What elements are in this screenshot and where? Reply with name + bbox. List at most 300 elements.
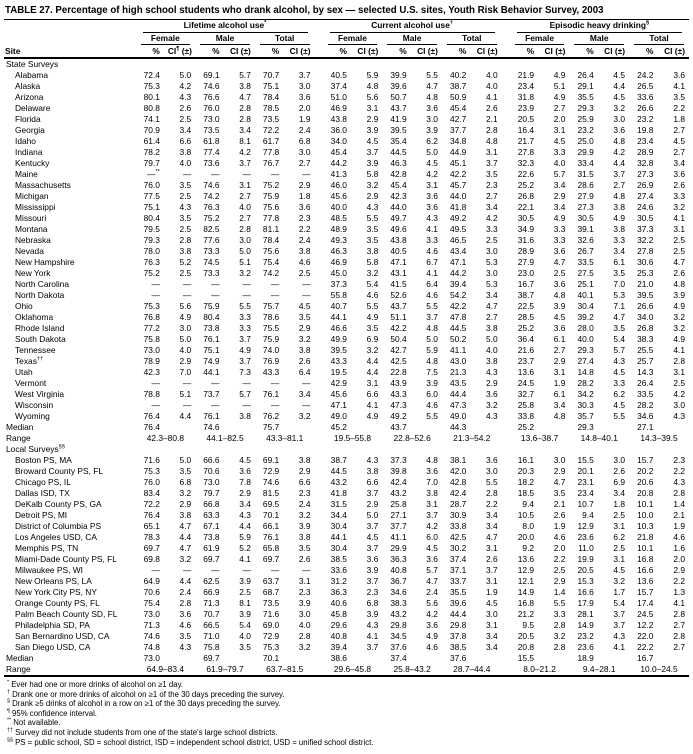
table-row [4,125,689,136]
value-cell: 37.3 [330,279,347,289]
value-cell: 55.8 [330,290,347,300]
value-cell: — [302,400,311,410]
value-cell: 37.6 [390,642,407,652]
empty-cell [602,422,629,433]
value-cell: 77.5 [143,191,160,201]
value-cell: 4.7 [426,81,438,91]
value-cell: 40.8 [330,631,347,641]
value-cell: 46.6 [330,323,347,333]
range-value: 9.4–28.1 [569,664,629,676]
table-row [4,301,689,312]
subgroup-label: Male [387,33,437,45]
value-cell: 28.9 [637,147,654,157]
value-cell: 2.2 [298,224,311,234]
value-cell: 27.8 [517,147,535,157]
value-cell: 3.4 [485,642,498,652]
value-cell: 4.2 [485,213,498,223]
table-row [4,202,689,213]
value-cell: 7.0 [426,477,438,487]
value-cell: 50.9 [450,92,467,102]
value-cell: — [211,400,220,410]
median-label: Median [6,653,34,663]
value-cell: 4.3 [179,92,192,102]
value-cell: 16.8 [637,554,654,564]
value-cell: 4.9 [426,631,438,641]
value-cell: 1.3 [673,587,685,597]
value-cell: 2.8 [179,235,192,245]
empty-cell [228,422,255,433]
value-cell: — [151,290,160,300]
value-cell: 44.1 [330,312,347,322]
value-cell: 4.2 [673,389,685,399]
range-value: 64.9–83.4 [136,664,196,676]
range-value: 22.8–52.6 [393,433,431,443]
value-cell: 3.0 [485,466,498,476]
value-cell: 4.7 [179,543,192,553]
value-cell: 2.9 [298,466,311,476]
spacer [315,631,323,642]
table-row [4,345,689,356]
site-cell: District of Columbia PS [15,521,102,531]
median-value: 27.1 [637,422,654,432]
value-cell: 3.1 [366,103,379,113]
value-cell: 32.7 [517,389,535,399]
spacer [315,356,323,367]
value-cell: 3.7 [426,312,438,322]
value-cell: 79.7 [143,158,160,168]
value-cell: 10.1 [637,543,654,553]
value-cell: 44.2 [450,268,467,278]
value-cell: 76.3 [203,202,220,212]
value-cell: 73.0 [203,477,220,487]
table-row [4,400,689,411]
value-cell: 3.1 [426,499,438,509]
value-cell: 5.9 [239,532,251,542]
value-cell: 66.1 [262,521,280,531]
value-cell: 74.6 [203,180,220,190]
table-row [4,180,689,191]
value-cell: 5.4 [613,598,626,608]
spacer [502,653,510,664]
value-cell: — [211,279,220,289]
table-row [4,543,689,554]
table-row [4,147,689,158]
value-cell: 3.9 [239,609,251,619]
value-cell: 73.0 [143,345,160,355]
spacer [315,389,323,400]
value-cell: 5.3 [485,279,498,289]
value-cell: 3.7 [366,147,379,157]
value-cell: 76.4 [143,411,160,421]
value-cell: 76.1 [262,389,280,399]
range-value: 14.8–40.1 [580,433,618,443]
spacer [502,587,510,598]
value-cell: 3.1 [426,180,438,190]
value-cell: 4.1 [485,92,498,102]
value-cell: 3.6 [553,279,566,289]
value-cell: 44.5 [450,323,467,333]
value-cell: 2.9 [366,114,379,124]
value-cell: 2.9 [485,378,498,388]
value-cell: 2.7 [673,642,685,652]
value-cell: 4.4 [179,532,192,542]
subgroup-header [195,33,255,45]
spacer [315,323,323,334]
value-cell: 3.5 [366,323,379,333]
value-cell: 30.4 [330,521,347,531]
subgroup-label: Total [260,33,310,45]
value-cell: 3.8 [179,147,192,157]
value-cell: 4.3 [673,411,685,421]
value-cell: 3.3 [613,378,626,388]
value-cell: 35.5 [577,92,594,102]
value-cell: 4.5 [426,543,438,553]
value-cell: 20.5 [517,631,535,641]
value-cell: 2.6 [485,554,498,564]
table-row [4,312,689,323]
value-cell: 5.0 [426,147,438,157]
value-cell: 3.2 [298,642,311,652]
value-cell: 21.8 [637,532,654,542]
value-cell: 28.5 [517,312,535,322]
value-cell: 4.6 [426,290,438,300]
value-cell: 2.1 [553,499,566,509]
value-cell: 70.6 [143,587,160,597]
value-cell: 5.5 [426,301,438,311]
value-cell: 14.9 [517,587,535,597]
spacer [502,642,510,653]
value-cell: 4.4 [366,367,379,377]
table-row [4,609,689,620]
value-cell: 3.8 [485,323,498,333]
value-cell: 4.4 [179,411,192,421]
value-cell: 2.6 [298,356,311,366]
value-cell: 74.0 [262,345,280,355]
median-value: 29.3 [577,422,594,432]
value-cell: 50.2 [450,334,467,344]
value-cell: 76.1 [262,532,280,542]
value-cell: 2.8 [179,598,192,608]
value-cell: 35.4 [390,136,407,146]
value-cell: 2.2 [673,576,685,586]
value-cell: 5.7 [426,565,438,575]
value-cell: 44.0 [450,191,467,201]
spacer [502,70,510,81]
table-row [4,81,689,92]
value-cell: 22.5 [517,301,535,311]
value-cell: — [242,290,251,300]
value-cell: 4.1 [239,554,251,564]
table-row [4,323,689,334]
value-cell: 38.1 [450,455,467,465]
value-cell: 3.4 [613,246,626,256]
value-cell: 22.8 [390,367,407,377]
value-cell: 10.0 [637,510,654,520]
spacer [315,565,323,576]
value-cell: 5.1 [239,257,251,267]
value-cell: 3.0 [613,455,626,465]
value-cell: 75.3 [143,466,160,476]
value-cell: 76.0 [143,477,160,487]
value-cell: 3.9 [298,521,311,531]
value-cell: 10.7 [577,499,594,509]
value-cell: 45.6 [330,389,347,399]
value-cell: 4.4 [613,158,626,168]
value-cell: 4.8 [485,136,498,146]
value-cell: 20.2 [637,466,654,476]
value-cell: 2.3 [298,213,311,223]
value-cell: — [270,400,280,410]
value-cell: 3.5 [553,488,566,498]
value-cell: 20.6 [637,477,654,487]
value-cell: 2.9 [553,191,566,201]
value-cell: 3.1 [553,367,566,377]
value-cell: 75.4 [143,598,160,608]
value-cell: 38.5 [330,554,347,564]
value-cell: 63.7 [262,576,280,586]
value-cell: 26.5 [637,81,654,91]
value-cell: 75.9 [262,334,280,344]
value-cell: 5.3 [485,257,498,267]
value-cell: 30.5 [517,213,535,223]
spacer [502,532,510,543]
table-row [4,246,689,257]
value-cell: 41.8 [450,202,467,212]
value-cell: 3.2 [366,268,379,278]
value-cell: 3.8 [298,532,311,542]
value-cell: 77.8 [262,213,280,223]
spacer [502,323,510,334]
value-cell: 27.8 [637,246,654,256]
site-cell: Wyoming [15,411,50,421]
value-cell: 28.9 [517,246,535,256]
value-cell: 3.8 [613,224,626,234]
value-cell: — [182,290,192,300]
value-cell: 32.3 [517,158,535,168]
value-cell: 77.8 [262,147,280,157]
subgroup-label: Total [447,33,497,45]
value-cell: 76.4 [143,510,160,520]
value-cell: 3.9 [366,125,379,135]
value-cell: 4.1 [673,213,685,223]
value-cell: 3.1 [485,543,498,553]
value-cell: 28.7 [450,499,467,509]
value-cell: 4.5 [366,532,379,542]
value-cell: 3.3 [673,191,685,201]
value-cell: 38.7 [517,290,535,300]
value-cell: 25.0 [577,136,594,146]
value-cell: 26.8 [637,323,654,333]
value-cell: 34.4 [330,510,347,520]
value-cell: — [242,279,251,289]
spacer [315,664,323,676]
value-cell: 5.0 [179,455,192,465]
value-cell: 75.9 [203,301,220,311]
spacer [315,312,323,323]
range-value: 25.8–43.2 [382,664,442,676]
value-cell: 3.4 [673,158,685,168]
spacer [315,620,323,631]
value-cell: 76.6 [203,92,220,102]
spacer [502,268,510,279]
value-cell: 3.7 [239,334,251,344]
range-value: 13.6–38.7 [520,433,559,443]
value-cell: 32.6 [577,235,594,245]
value-cell: 47.1 [450,257,467,267]
value-cell: 5.2 [179,257,192,267]
site-cell: Boston PS, MA [15,455,72,465]
value-cell: 4.3 [179,202,192,212]
value-cell: 3.7 [366,488,379,498]
value-cell: 6.8 [179,477,192,487]
value-cell: 3.0 [179,323,192,333]
value-cell: 76.2 [262,411,280,421]
value-cell: 4.8 [553,411,566,421]
value-cell: 2.5 [673,246,685,256]
value-cell: 4.9 [553,92,566,102]
spacer [315,103,323,114]
footnote: ¶ 95% confidence interval. [7,708,97,718]
value-cell: 2.6 [485,103,498,113]
value-cell: 4.0 [485,70,498,80]
value-cell: 33.4 [577,158,594,168]
value-cell: 2.0 [553,543,566,553]
median-value: 15.5 [517,653,535,663]
value-cell: 48.9 [330,224,347,234]
value-cell: 30.6 [637,257,654,267]
value-cell: 4.6 [426,400,438,410]
value-cell: 80.8 [143,103,160,113]
value-cell: 75.1 [262,81,280,91]
spacer [502,488,510,499]
value-cell: 3.4 [553,202,566,212]
value-cell: 43.7 [390,103,407,113]
value-cell: 12.9 [577,521,594,531]
value-cell: 3.9 [426,125,438,135]
value-cell: 49.2 [390,411,407,421]
value-cell: 5.6 [179,301,192,311]
value-cell: 3.6 [239,466,251,476]
site-column-header: Site [4,45,136,58]
value-cell: 69.7 [203,554,220,564]
value-cell: 25.3 [637,268,654,278]
value-cell: 3.6 [426,466,438,476]
value-cell: 20.0 [517,532,535,542]
value-cell: 3.6 [673,70,685,80]
site-cell: Mississippi [15,202,56,212]
value-cell: 3.7 [613,620,626,630]
value-cell: 23.2 [577,631,594,641]
value-cell: 80.4 [143,213,160,223]
value-cell: 23.6 [577,532,594,542]
spacer [315,125,323,136]
value-cell: 51.0 [330,92,347,102]
value-cell: 75.3 [262,642,280,652]
site-cell: Nevada [15,246,44,256]
value-cell: 80.1 [143,92,160,102]
value-cell: 3.6 [485,389,498,399]
spacer [502,147,510,158]
value-cell: 75.6 [262,246,280,256]
value-cell: 3.1 [673,367,685,377]
spacer [315,488,323,499]
spacer [315,543,323,554]
site-cell: San Bernardino USD, CA [15,631,110,641]
value-cell: 39.5 [330,345,347,355]
value-cell: 40.7 [330,301,347,311]
value-cell: 5.5 [239,301,251,311]
value-cell: 19.9 [577,554,594,564]
value-cell: 43.7 [390,301,407,311]
value-cell: 3.9 [366,609,379,619]
value-cell: 5.0 [179,334,192,344]
value-cell: 4.9 [366,312,379,322]
value-cell: 2.7 [485,312,498,322]
median-value: 73.0 [143,653,160,663]
value-cell: 44.0 [390,202,407,212]
spacer [315,246,323,257]
value-cell: 3.7 [485,158,498,168]
spacer [502,499,510,510]
value-cell: 4.8 [673,279,685,289]
value-cell: 34.9 [517,224,535,234]
spacer [502,510,510,521]
value-cell: 5.5 [553,598,566,608]
empty-cell [168,653,195,664]
value-cell: 20.1 [577,466,594,476]
value-cell: 6.6 [366,477,379,487]
value-cell: 5.2 [239,543,251,553]
value-cell: 2.3 [298,488,311,498]
spacer [315,169,323,180]
value-cell: 50.4 [390,334,407,344]
value-cell: 72.9 [262,631,280,641]
value-cell: 4.8 [426,92,438,102]
spacer [502,422,510,433]
site-cell: Montana [15,224,48,234]
value-cell: 3.2 [553,631,566,641]
value-cell: 3.4 [485,290,498,300]
site-cell: Utah [15,367,33,377]
spacer [502,598,510,609]
value-cell: 2.1 [673,510,685,520]
value-cell: 6.2 [613,532,626,542]
value-cell: 46.0 [330,180,347,190]
value-cell: 76.7 [262,158,280,168]
spacer [315,400,323,411]
value-cell: 11.0 [578,543,594,553]
value-cell: 39.8 [390,466,407,476]
value-cell: 6.9 [366,334,379,344]
value-cell: 16.6 [577,587,594,597]
table-row [4,477,689,488]
value-cell: 2.8 [239,224,251,234]
value-cell: 33.6 [637,92,654,102]
value-cell: 6.2 [426,136,438,146]
value-cell: 4.3 [613,356,626,366]
value-cell: 45.4 [330,147,347,157]
spacer [315,367,323,378]
value-cell: 3.5 [613,268,626,278]
site-cell: New York City PS, NY [15,587,97,597]
value-cell: 2.4 [298,499,311,509]
spacer [315,202,323,213]
group-label: Episodic heavy drinking§ [517,20,682,33]
value-cell: 3.5 [179,213,192,223]
value-cell: 2.6 [673,180,685,190]
site-cell: Broward County PS, FL [15,466,103,476]
value-cell: 3.5 [179,180,192,190]
